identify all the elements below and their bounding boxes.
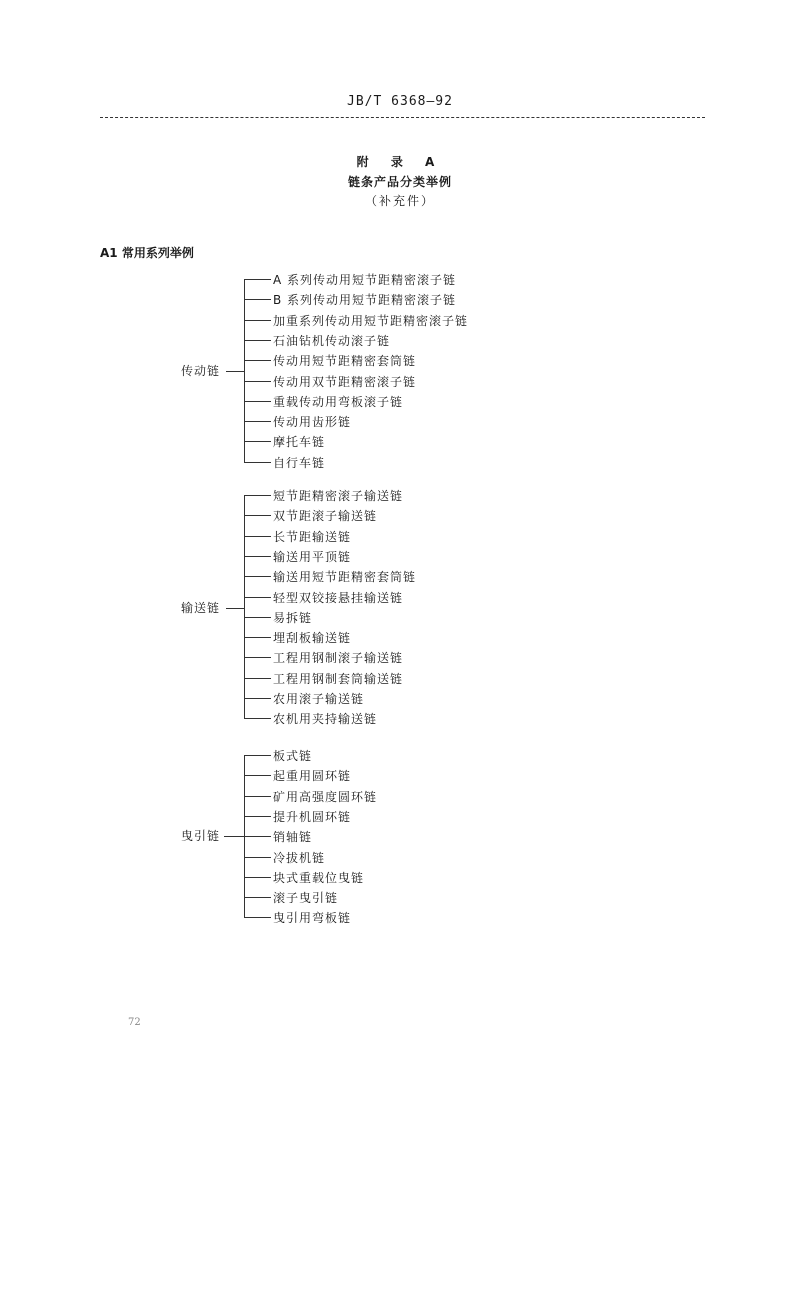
chain-type-item: 短节距精密滚子输送链 bbox=[273, 489, 404, 503]
branch-tick bbox=[244, 381, 271, 382]
branch-tick bbox=[244, 796, 271, 797]
chain-type-item: 农机用夹持输送链 bbox=[273, 712, 378, 727]
chain-type-item: 工程用钢制滚子输送链 bbox=[273, 651, 404, 666]
chain-type-item: 易拆链 bbox=[273, 610, 313, 625]
branch-tick bbox=[244, 576, 271, 577]
section-heading: A1 常用系列举例 bbox=[100, 246, 194, 260]
group-label: 曳引链 bbox=[181, 829, 221, 843]
chain-type-item: 块式重载位曳链 bbox=[273, 870, 365, 885]
branch-tick bbox=[244, 897, 271, 898]
chain-type-item: 传动用双节距精密滚子链 bbox=[273, 374, 417, 389]
branch-tick bbox=[244, 421, 271, 422]
group-label: 传动链 bbox=[181, 364, 221, 378]
chain-type-item: B 系列传动用短节距精密滚子链 bbox=[273, 293, 457, 308]
group-label: 输送链 bbox=[181, 601, 221, 615]
chain-type-item: 传动用短节距精密套筒链 bbox=[273, 354, 417, 369]
chain-type-item: 农用滚子输送链 bbox=[273, 692, 365, 706]
chain-type-item: 曳引用弯板链 bbox=[273, 911, 352, 926]
appendix-note: （补充件） bbox=[364, 194, 435, 208]
branch-tick bbox=[244, 320, 271, 321]
branch-tick bbox=[244, 441, 271, 442]
branch-tick bbox=[244, 495, 271, 496]
branch-tick bbox=[244, 617, 271, 618]
branch-tick bbox=[244, 401, 271, 402]
chain-type-item: 双节距滚子输送链 bbox=[273, 509, 378, 524]
branch-tick bbox=[244, 857, 271, 858]
page-number: 72 bbox=[128, 1017, 141, 1028]
chain-type-item: 板式链 bbox=[273, 749, 313, 763]
branch-tick bbox=[244, 340, 271, 341]
chain-type-item: 矿用高强度圆环链 bbox=[273, 789, 378, 804]
chain-type-item: 滚子曳引链 bbox=[273, 891, 339, 906]
chain-type-item: 摩托车链 bbox=[273, 435, 326, 450]
chain-type-item: 输送用平顶链 bbox=[273, 549, 352, 564]
chain-type-item: 重载传动用弯板滚子链 bbox=[273, 394, 404, 409]
chain-type-item: 工程用钢制套筒输送链 bbox=[273, 671, 404, 686]
branch-tick bbox=[244, 597, 271, 598]
chain-type-item: 起重用圆环链 bbox=[273, 769, 352, 784]
group-connector bbox=[226, 371, 244, 372]
branch-tick bbox=[244, 515, 271, 516]
chain-type-item: 埋刮板输送链 bbox=[273, 631, 352, 646]
branch-tick bbox=[244, 917, 271, 918]
header-rule bbox=[100, 117, 705, 118]
group-connector bbox=[226, 608, 244, 609]
branch-tick bbox=[244, 718, 271, 719]
branch-tick bbox=[244, 755, 271, 756]
group-connector bbox=[224, 836, 244, 837]
branch-tick bbox=[244, 637, 271, 638]
chain-type-item: 轻型双铰接悬挂输送链 bbox=[273, 590, 404, 605]
chain-type-item: 冷拔机链 bbox=[273, 850, 326, 865]
group-bracket bbox=[244, 279, 245, 462]
chain-type-item: 传动用齿形链 bbox=[273, 415, 352, 430]
standard-code: JB/T 6368—92 bbox=[347, 94, 453, 109]
chain-type-item: 加重系列传动用短节距精密滚子链 bbox=[273, 313, 469, 328]
branch-tick bbox=[244, 698, 271, 699]
branch-tick bbox=[244, 279, 271, 280]
chain-type-item: 自行车链 bbox=[273, 455, 326, 470]
branch-tick bbox=[244, 556, 271, 557]
branch-tick bbox=[244, 462, 271, 463]
appendix-title: 链条产品分类举例 bbox=[347, 175, 452, 189]
chain-type-item: 长节距输送链 bbox=[273, 529, 352, 544]
chain-type-item: 石油钻机传动滚子链 bbox=[273, 333, 391, 348]
branch-tick bbox=[244, 816, 271, 817]
branch-tick bbox=[244, 775, 271, 776]
chain-type-item: 销轴链 bbox=[273, 830, 313, 845]
appendix-label: 附 录 A bbox=[356, 155, 444, 169]
branch-tick bbox=[244, 657, 271, 658]
chain-type-item: A 系列传动用短节距精密滚子链 bbox=[273, 273, 457, 287]
branch-tick bbox=[244, 360, 271, 361]
branch-tick bbox=[244, 678, 271, 679]
branch-tick bbox=[244, 299, 271, 300]
group-bracket bbox=[244, 495, 245, 719]
branch-tick bbox=[244, 877, 271, 878]
chain-type-item: 输送用短节距精密套筒链 bbox=[273, 570, 417, 585]
chain-type-item: 提升机圆环链 bbox=[273, 809, 352, 824]
branch-tick bbox=[244, 836, 271, 837]
branch-tick bbox=[244, 536, 271, 537]
